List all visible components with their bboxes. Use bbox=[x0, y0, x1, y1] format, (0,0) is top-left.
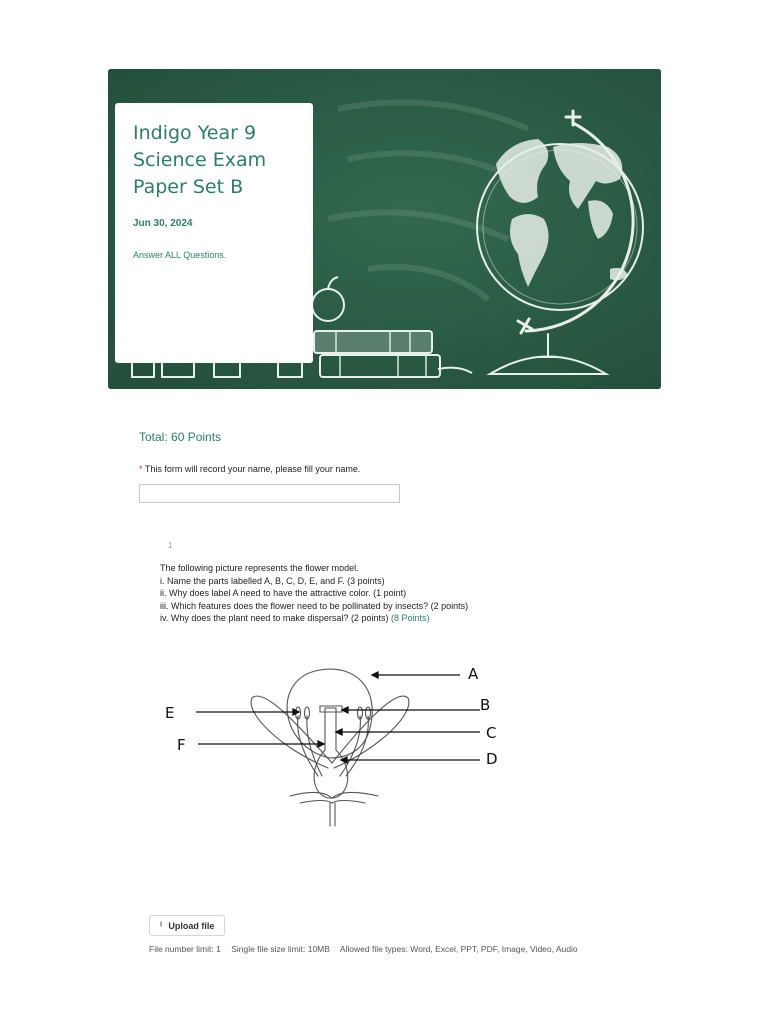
question-points: (8 Points) bbox=[390, 613, 430, 623]
form-header-card bbox=[115, 103, 313, 363]
question-text bbox=[160, 562, 580, 625]
name-input[interactable] bbox=[139, 484, 400, 503]
flower-petal-top bbox=[287, 669, 372, 758]
question-line: The following picture represents the flower model. bbox=[160, 563, 359, 573]
question-number: 1 bbox=[168, 541, 173, 550]
flower-stem bbox=[330, 803, 335, 826]
file-number-limit: File number limit: 1 bbox=[149, 944, 221, 954]
question-line-last bbox=[160, 612, 580, 625]
file-size-limit: Single file size limit: 10MB bbox=[231, 944, 330, 954]
label-e: E bbox=[165, 704, 175, 722]
required-mark: * bbox=[139, 464, 143, 474]
form-title: Indigo Year 9 Science Exam Paper Set B bbox=[133, 122, 267, 198]
question-line: ii. Why does label A need to have the attractive color. (1 point) bbox=[160, 588, 407, 598]
label-b: B bbox=[480, 696, 491, 714]
flower-sepals bbox=[290, 792, 378, 798]
upload-button-label: Upload file bbox=[168, 920, 215, 931]
flower-ovary bbox=[314, 708, 348, 798]
form-date: Jun 30, 2024 bbox=[133, 218, 193, 229]
label-f: F bbox=[177, 736, 186, 754]
question-line: iii. Which features does the flower need to be pollinated by insects? (2 points) bbox=[160, 600, 469, 611]
upload-limits bbox=[149, 944, 586, 954]
label-d: D bbox=[486, 750, 498, 768]
form-subtitle: Answer ALL Questions. bbox=[133, 250, 227, 260]
upload-icon: ⭱ bbox=[159, 919, 163, 929]
flower-diagram bbox=[160, 658, 510, 833]
name-field-label bbox=[139, 464, 360, 474]
question-line: i. Name the parts labelled A, B, C, D, E, and F. (3 points) bbox=[160, 575, 385, 586]
question-line: iv. Why does the plant need to make dispersal? (2 points) bbox=[160, 613, 389, 623]
total-points: Total: 60 Points bbox=[139, 430, 222, 444]
name-field-label-text: This form will record your name, please fill your name. bbox=[144, 464, 361, 474]
label-a: A bbox=[468, 665, 479, 683]
label-c: C bbox=[486, 724, 497, 742]
allowed-file-types: Allowed file types: Word, Excel, PPT, PDF, Image, Video, Audio bbox=[339, 944, 578, 954]
upload-file-button[interactable] bbox=[149, 915, 225, 936]
